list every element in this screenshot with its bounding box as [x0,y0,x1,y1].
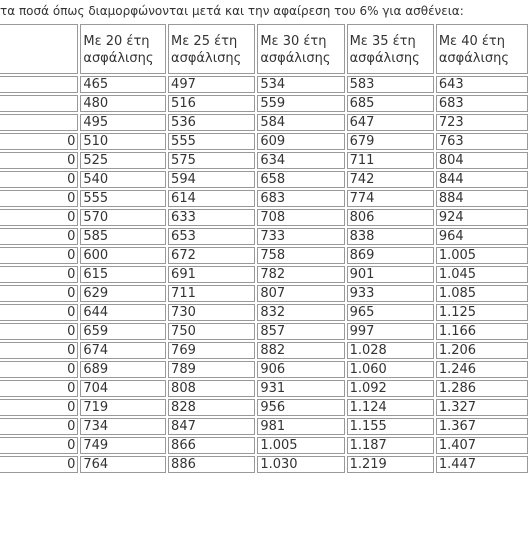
table-cell-value: 965 [347,304,434,321]
table-row [0,133,528,150]
table-cell-value: 659 [80,323,166,340]
table-cell-condition: 0 [0,380,78,397]
table-row [0,285,528,302]
table-cell-value: 847 [168,418,255,435]
table-cell-value: 1.447 [436,456,528,473]
table-body [0,76,528,473]
table-row [0,266,528,283]
table-cell-condition: 0 [0,437,78,454]
table-cell-value: 647 [347,114,434,131]
table-cell-value: 769 [168,342,255,359]
table-cell-value: 1.407 [436,437,528,454]
table-cell-value: 653 [168,228,255,245]
table-cell-value: 1.166 [436,323,528,340]
table-cell-condition: 0 [0,285,78,302]
table-cell-value: 1.367 [436,418,528,435]
table-cell-value: 536 [168,114,255,131]
table-cell-value: 828 [168,399,255,416]
table-cell-value: 1.005 [436,247,528,264]
table-cell-value: 734 [80,418,166,435]
table-cell-value: 480 [80,95,166,112]
table-cell-condition [0,76,78,93]
table-cell-value: 584 [257,114,344,131]
table-cell-value: 789 [168,361,255,378]
table-cell-value: 510 [80,133,166,150]
table-cell-value: 774 [347,190,434,207]
table-row [0,247,528,264]
table-cell-value: 886 [168,456,255,473]
table-cell-condition: 0 [0,418,78,435]
table-row [0,95,528,112]
table-cell-condition [0,95,78,112]
table-cell-value: 808 [168,380,255,397]
table-cell-value: 1.286 [436,380,528,397]
table-row [0,342,528,359]
table-cell-value: 733 [257,228,344,245]
header-cell-years-4 [347,24,434,74]
pension-table-container [0,22,530,475]
table-cell-value: 683 [257,190,344,207]
table-cell-value: 629 [80,285,166,302]
table-cell-value: 594 [168,171,255,188]
header-line: ασφάλισης [438,51,509,66]
table-cell-value: 711 [347,152,434,169]
header-line: ασφάλισης [171,51,242,66]
table-cell-value: 782 [257,266,344,283]
table-row [0,361,528,378]
header-line: ασφάλισης [260,51,331,66]
header-row [0,24,528,74]
header-line: Με 40 έτη [438,34,505,49]
intro-text: τα ποσά όπως διαμορφώνονται μετά και την αφαίρεση του 6% για ασθένεια: [0,4,464,18]
table-cell-value: 804 [436,152,528,169]
table-cell-value: 570 [80,209,166,226]
table-cell-value: 685 [347,95,434,112]
header-cell-years-1 [80,24,166,74]
table-cell-value: 1.206 [436,342,528,359]
table-cell-value: 555 [80,190,166,207]
header-cell-years-3 [257,24,344,74]
table-header [0,24,528,74]
table-cell-value: 1.085 [436,285,528,302]
table-cell-value: 674 [80,342,166,359]
table-cell-value: 540 [80,171,166,188]
pension-table [0,22,530,475]
table-cell-value: 708 [257,209,344,226]
table-cell-value: 615 [80,266,166,283]
header-cell-years-2 [168,24,255,74]
table-cell-value: 555 [168,133,255,150]
table-cell-value: 575 [168,152,255,169]
table-cell-condition: 0 [0,456,78,473]
header-cell-years-5 [436,24,528,74]
table-cell-condition: 0 [0,228,78,245]
header-cell-condition [0,24,78,74]
table-cell-value: 583 [347,76,434,93]
table-row [0,456,528,473]
table-cell-value: 956 [257,399,344,416]
table-cell-value: 857 [257,323,344,340]
table-cell-value: 906 [257,361,344,378]
table-cell-value: 614 [168,190,255,207]
table-cell-value: 750 [168,323,255,340]
table-cell-value: 1.060 [347,361,434,378]
table-cell-value: 924 [436,209,528,226]
table-cell-value: 933 [347,285,434,302]
table-cell-value: 497 [168,76,255,93]
table-cell-condition: 0 [0,304,78,321]
table-cell-value: 838 [347,228,434,245]
table-cell-condition: 0 [0,152,78,169]
table-row [0,418,528,435]
table-cell-value: 683 [436,95,528,112]
table-cell-value: 658 [257,171,344,188]
table-row [0,228,528,245]
table-cell-value: 1.125 [436,304,528,321]
table-cell-value: 1.124 [347,399,434,416]
table-cell-condition [0,114,78,131]
table-cell-value: 997 [347,323,434,340]
table-cell-value: 981 [257,418,344,435]
table-cell-value: 869 [347,247,434,264]
table-cell-value: 525 [80,152,166,169]
table-cell-value: 1.005 [257,437,344,454]
table-row [0,190,528,207]
table-cell-value: 672 [168,247,255,264]
table-cell-value: 807 [257,285,344,302]
table-cell-value: 1.219 [347,456,434,473]
table-cell-value: 1.030 [257,456,344,473]
table-cell-value: 723 [436,114,528,131]
table-cell-value: 901 [347,266,434,283]
table-cell-condition: 0 [0,323,78,340]
table-row [0,304,528,321]
table-cell-value: 495 [80,114,166,131]
table-cell-condition: 0 [0,399,78,416]
table-cell-value: 559 [257,95,344,112]
table-cell-value: 465 [80,76,166,93]
table-cell-value: 730 [168,304,255,321]
table-cell-value: 964 [436,228,528,245]
table-cell-condition: 0 [0,266,78,283]
table-cell-value: 1.045 [436,266,528,283]
table-cell-condition: 0 [0,361,78,378]
table-row [0,323,528,340]
table-cell-value: 719 [80,399,166,416]
table-cell-condition: 0 [0,342,78,359]
table-cell-condition: 0 [0,133,78,150]
table-cell-value: 1.155 [347,418,434,435]
table-cell-value: 689 [80,361,166,378]
table-row [0,399,528,416]
table-cell-value: 806 [347,209,434,226]
table-cell-value: 1.327 [436,399,528,416]
table-cell-value: 832 [257,304,344,321]
table-cell-value: 763 [436,133,528,150]
table-cell-value: 711 [168,285,255,302]
header-line: Με 30 έτη [260,34,327,49]
table-cell-condition: 0 [0,209,78,226]
table-cell-value: 633 [168,209,255,226]
table-row [0,209,528,226]
table-row [0,437,528,454]
header-line: Με 20 έτη [83,34,150,49]
header-line: ασφάλισης [83,51,154,66]
table-cell-value: 1.092 [347,380,434,397]
table-cell-value: 609 [257,133,344,150]
header-line: ασφάλισης [349,51,420,66]
table-cell-condition: 0 [0,247,78,264]
table-cell-value: 679 [347,133,434,150]
table-cell-value: 704 [80,380,166,397]
table-cell-value: 643 [436,76,528,93]
table-row [0,171,528,188]
table-cell-value: 1.246 [436,361,528,378]
table-cell-value: 742 [347,171,434,188]
table-cell-value: 534 [257,76,344,93]
header-line: Με 35 έτη [349,34,416,49]
table-cell-value: 884 [436,190,528,207]
table-cell-value: 764 [80,456,166,473]
table-cell-value: 866 [168,437,255,454]
table-cell-value: 749 [80,437,166,454]
table-cell-value: 931 [257,380,344,397]
table-cell-value: 1.028 [347,342,434,359]
table-cell-value: 600 [80,247,166,264]
table-row [0,114,528,131]
header-line: Με 25 έτη [171,34,238,49]
table-cell-condition: 0 [0,190,78,207]
table-cell-value: 634 [257,152,344,169]
table-cell-value: 882 [257,342,344,359]
table-cell-value: 691 [168,266,255,283]
table-cell-condition: 0 [0,171,78,188]
table-row [0,152,528,169]
table-row [0,380,528,397]
table-row [0,76,528,93]
table-cell-value: 644 [80,304,166,321]
table-cell-value: 844 [436,171,528,188]
table-cell-value: 516 [168,95,255,112]
table-cell-value: 1.187 [347,437,434,454]
table-cell-value: 758 [257,247,344,264]
table-cell-value: 585 [80,228,166,245]
